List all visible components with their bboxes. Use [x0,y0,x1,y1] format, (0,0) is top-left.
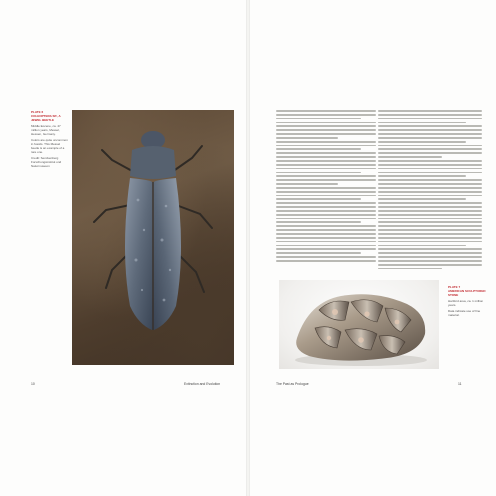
body-text-column-2 [378,110,482,269]
body-text-column-1 [276,110,376,262]
fossil-beetle-illustration [72,110,234,365]
caption-title: COLEOPTERA SP., A JEWEL BEETLE [31,114,61,122]
right-caption [448,285,486,319]
artifact-photo [279,280,439,369]
left-running-head: Extinction and Evolution [184,382,221,386]
caption-paragraph: Data indicate use of fine material. [448,309,481,317]
book-gutter [246,0,250,496]
caption-paragraph: Hartford area, ca. 1 million years. [448,299,484,307]
caption-credit: Credit: Senckenberg Forschungsinstitut und Naturmuseum [31,156,62,168]
left-page-number: 10 [31,382,35,386]
right-running-head: The Past as Prologue [276,382,309,386]
carved-stone-illustration [279,280,439,369]
left-caption [31,110,69,170]
caption-plate-label: PLATE 6 [31,110,44,114]
caption-paragraph: Middle Eocene, ca. 47 million years, Messel, Hessen, Germany. [31,124,61,136]
caption-plate-label: PLATE 7 [448,285,461,289]
right-page-number: 11 [458,382,462,386]
caption-title: AMERICAN SCULPTURED STONE [448,289,486,297]
fossil-beetle-photo [72,110,234,365]
caption-paragraph: Colors are quite uncommon in fossils. This Messel beetle is an example of a rare one. [31,138,68,154]
